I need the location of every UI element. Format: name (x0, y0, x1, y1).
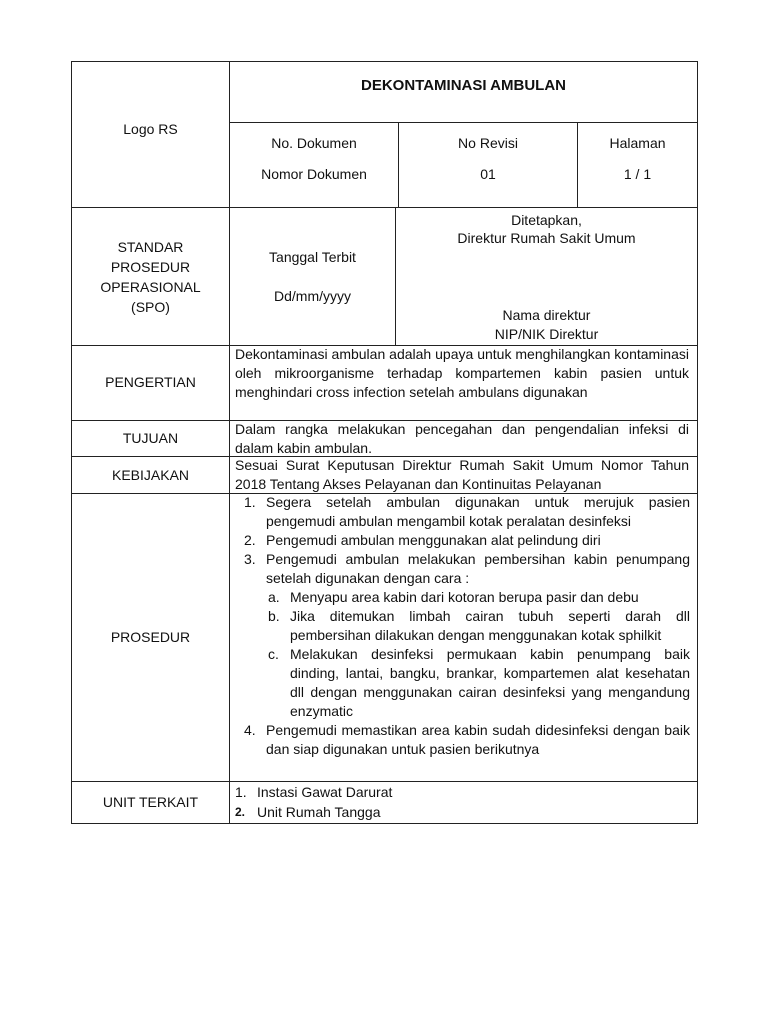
halaman-label: Halaman (609, 135, 666, 151)
unit-item-number: 2. (235, 805, 246, 819)
unit-terkait-label: UNIT TERKAIT (102, 794, 199, 810)
pengertian-label: PENGERTIAN (105, 374, 196, 390)
prosedur-label: PROSEDUR (110, 629, 191, 645)
document-title: DEKONTAMINASI AMBULAN (361, 77, 566, 94)
step-text: Pengemudi ambulan melakukan pembersihan kabin penumpang setelah digunakan dengan cara : (266, 551, 690, 586)
step-text: Segera setelah ambulan digunakan untuk merujuk pasien pengemudi ambulan mengambil kotak peralatan desinfeksi (266, 494, 690, 529)
substep-letter: b. (268, 608, 280, 624)
prosedur-substep (266, 607, 690, 645)
prosedur-substep (266, 588, 690, 607)
no-dokumen-value: Nomor Dokumen (261, 166, 367, 182)
no-revisi-label: No Revisi (458, 135, 518, 151)
substep-text: Jika ditemukan limbah cairan tubuh seperti darah dll pembersihan dilakukan dengan menggunakan kotak sphilkit (290, 608, 690, 643)
step-number: 3. (244, 551, 256, 567)
tujuan-label: TUJUAN (122, 430, 179, 446)
kebijakan-label: KEBIJAKAN (111, 467, 190, 483)
tanggal-terbit-label: Tanggal Terbit (269, 249, 356, 265)
step-number: 4. (244, 722, 256, 738)
step-text: Pengemudi memastikan area kabin sudah didesinfeksi dengan baik dan siap digunakan untuk pasien berikutnya (266, 722, 690, 757)
step-number: 1. (244, 494, 256, 510)
spo-label: STANDAR PROSEDUR OPERASIONAL (SPO) (100, 239, 201, 315)
direktur-nama: Nama direktur (502, 307, 591, 323)
ditetapkan-text: Ditetapkan, (511, 212, 582, 228)
prosedur-step (234, 550, 690, 721)
unit-item-text: Unit Rumah Tangga (257, 804, 381, 820)
unit-item-text: Instasi Gawat Darurat (257, 784, 393, 800)
substep-text: Melakukan desinfeksi permukaan kabin penumpang baik dinding, lantai, bangku, brankar, kompartemen alat kesehatan dll dengan menggunakan cairan desinfeksi yang mengandung enzymatic (290, 646, 690, 719)
prosedur-step (234, 531, 690, 550)
direktur-jabatan: Direktur Rumah Sakit Umum (457, 230, 636, 246)
tanggal-terbit-value: Dd/mm/yyyy (274, 288, 351, 304)
step-text: Pengemudi ambulan menggunakan alat pelindung diri (266, 532, 601, 548)
halaman-value: 1 / 1 (623, 166, 652, 182)
direktur-nip: NIP/NIK Direktur (494, 326, 599, 342)
substep-letter: c. (268, 646, 279, 662)
prosedur-substeps (266, 588, 690, 721)
no-revisi-value: 01 (480, 166, 496, 182)
logo-placeholder: Logo RS (123, 121, 178, 137)
tanggal-terbit-cell (229, 207, 396, 346)
no-dokumen-label: No. Dokumen (271, 135, 357, 151)
substep-text: Menyapu area kabin dari kotoran berupa pasir dan debu (290, 589, 639, 605)
pengertian-text: Dekontaminasi ambulan adalah upaya untuk menghilangkan kontaminasi oleh mikroorganisme terhadap kompartemen kabin pasien untuk menghindari cross infection setelah ambulans digunakan (235, 346, 689, 400)
substep-letter: a. (268, 589, 280, 605)
step-number: 2. (244, 532, 256, 548)
kebijakan-text: Sesuai Surat Keputusan Direktur Rumah Sakit Umum Nomor Tahun 2018 Tentang Akses Pelayanan dan Kontinuitas Pelayanan (235, 457, 689, 492)
prosedur-substep (266, 645, 690, 721)
prosedur-list (234, 493, 690, 759)
tujuan-text: Dalam rangka melakukan pencegahan dan pengendalian infeksi di dalam kabin ambulan. (235, 421, 689, 456)
prosedur-step (234, 721, 690, 759)
prosedur-step (234, 493, 690, 531)
unit-item-number: 1. (235, 784, 247, 800)
